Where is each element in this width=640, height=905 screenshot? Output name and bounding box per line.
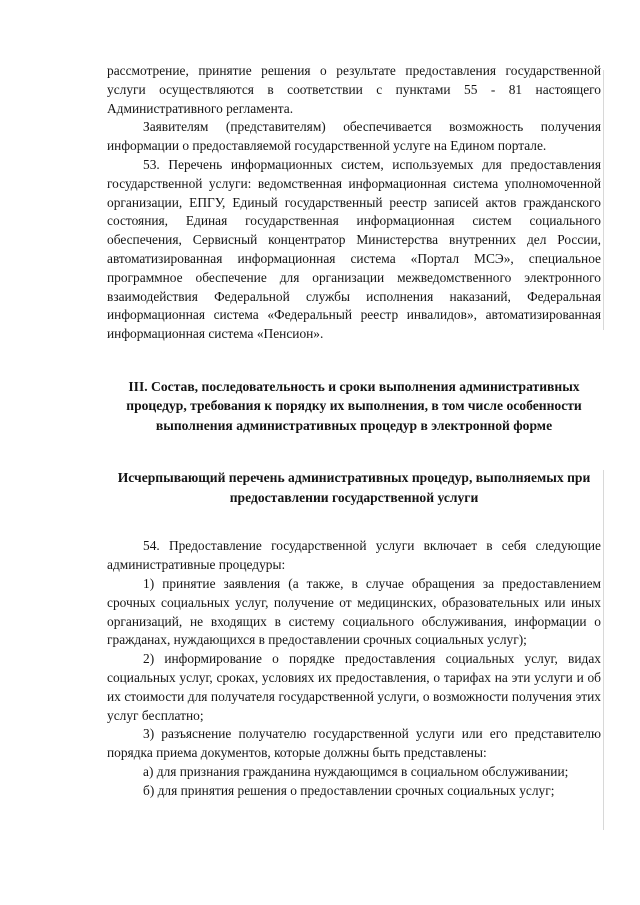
- list-item: 2) информирование о порядке предоставления социальных услуг, видах социальных услуг, сроках, условиях их предоставления, о тарифах на эти услуги и об их стоимости для получателя государственной услуги, о возможности получения этих услуг бесплатно;: [107, 651, 601, 723]
- list-item: 1) принятие заявления (а также, в случае обращения за предоставлением срочных социальных услуг, получение от медицинских, образовательных или иных организаций, не входящих в систему социального обслуживания, информации о гражданах, нуждающихся в предоставлении срочных социальных услуг);: [107, 576, 601, 648]
- paragraph-item-53: 53. Перечень информационных систем, используемых для предоставления государственной услуги: ведомственная информационная система уполномоченной организации, ЕПГУ, Единый государственный реестр записей актов гражданского состояния, Единая государственная информационная систем социального обеспечения, Сервисный концентратор Министерства внутренних дел России, автоматизированная информационная система «Портал МСЭ», специальное программное обеспечение для организации межведомственного электронного взаимодействия Федеральной службы исполнения наказаний, Федеральная информационная система «Федеральный реестр инвалидов», автоматизированная информационная система «Пенсион».: [107, 156, 601, 342]
- list-item: а) для признания гражданина нуждающимся в социальном обслуживании;: [143, 764, 569, 780]
- document-page: [107, 62, 601, 801]
- paragraph: Заявителям (представителям) обеспечивается возможность получения информации о предоставляемой государственной услуге на Едином портале.: [107, 119, 601, 154]
- scan-edge-mark: [603, 470, 604, 830]
- paragraph: рассмотрение, принятие решения о результате предоставления государственной услуги осуществляются в соответствии с пунктами 55 - 81 настоящего Административного регламента.: [107, 63, 601, 116]
- paragraph-item-54: 54. Предоставление государственной услуги включает в себя следующие административные процедуры:: [107, 538, 601, 573]
- scan-edge-mark: [603, 70, 604, 330]
- section-heading: III. Состав, последовательность и сроки выполнения административных процедур, требования к порядку их выполнения, в том числе особенности выполнения административных процедур в электронной форме: [126, 378, 582, 433]
- subsection-heading: Исчерпывающий перечень административных процедур, выполняемых при предоставлении государственной услуги: [117, 470, 591, 505]
- list-item: б) для принятия решения о предоставлении срочных социальных услуг;: [143, 782, 555, 798]
- list-item: 3) разъяснение получателю государственной услуги или его представителю порядка приема документов, которые должны быть представлены:: [107, 726, 601, 761]
